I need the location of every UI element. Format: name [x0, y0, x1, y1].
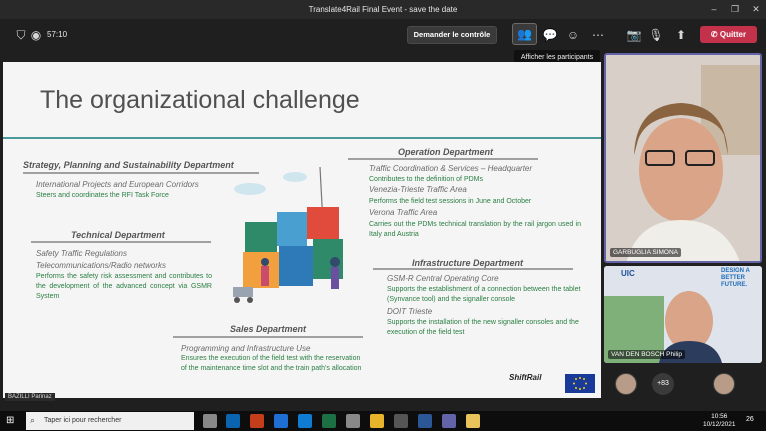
title-bar	[0, 0, 766, 19]
eu-flag-logo	[565, 374, 595, 393]
powerpoint-icon[interactable]	[250, 414, 264, 428]
file-explorer-icon[interactable]	[466, 414, 480, 428]
sales-heading: Sales Department	[230, 324, 307, 334]
slide-title: The organizational challenge	[40, 86, 360, 114]
task-view-icon[interactable]	[203, 414, 217, 428]
sales-sub: Programming and Infrastructure Use	[181, 344, 311, 353]
participant-avatar[interactable]	[615, 373, 637, 395]
request-control-button[interactable]: Demander le contrôle	[407, 26, 497, 44]
excel-icon[interactable]	[322, 414, 336, 428]
notification-count[interactable]: 26	[746, 416, 754, 423]
windows-taskbar	[0, 411, 766, 431]
video-tile-garbuglia[interactable]	[604, 53, 762, 263]
infrastructure-heading: Infrastructure Department	[412, 258, 524, 268]
technical-sub1: Safety Traffic Regulations	[36, 249, 128, 258]
technical-sub2: Telecommunications/Radio networks	[36, 261, 166, 270]
participants-button[interactable]	[512, 23, 537, 45]
app-icon[interactable]	[394, 414, 408, 428]
camera-off-icon[interactable]: 📷	[626, 28, 642, 42]
participants-tooltip: Afficher les participants	[514, 50, 600, 66]
windows-start-icon[interactable]: ⊞	[6, 415, 15, 426]
puzzle-illustration	[225, 167, 365, 312]
word-icon[interactable]	[418, 414, 432, 428]
video-tile-vandenbosch[interactable]	[604, 266, 762, 363]
strategy-heading: Strategy, Planning and Sustainability Department	[23, 160, 234, 170]
strategy-desc: Steers and coordinates the RFI Task Force	[36, 192, 169, 199]
clock-date: 10/12/2021	[703, 421, 736, 428]
sales-line	[173, 336, 363, 338]
infrastructure-sub1: GSM-R Central Operating Core	[387, 274, 499, 283]
teams-icon[interactable]	[442, 414, 456, 428]
shared-slide	[3, 62, 601, 398]
operation-desc2: Performs the field test sessions in June and October	[369, 198, 532, 205]
operation-sub3: Verona Traffic Area	[369, 208, 438, 217]
shift2rail-logo: ShiftRail	[509, 373, 542, 382]
infrastructure-sub2: DOIT Trieste	[387, 307, 433, 316]
edge-icon[interactable]	[274, 414, 288, 428]
app-icon[interactable]	[346, 414, 360, 428]
clock-time: 10:56	[711, 413, 728, 420]
record-icon: ◉	[30, 28, 42, 42]
operation-desc1: Contributes to the definition of PDMs	[369, 176, 484, 183]
search-icon: ⌕	[30, 415, 36, 425]
title-divider	[3, 137, 601, 139]
edge-beta-icon[interactable]	[298, 414, 312, 428]
taskbar-clock[interactable]	[703, 413, 736, 429]
minimize-icon[interactable]: –	[711, 4, 717, 14]
infrastructure-desc2: Supports the installation of the new signaller consoles and the execution of the field test	[387, 319, 579, 336]
participant-name: GARBUGLIA SIMONA	[610, 248, 681, 257]
participant-video	[606, 55, 762, 263]
outlook-icon[interactable]	[226, 414, 240, 428]
banner-text: DESIGN A BETTER FUTURE.	[721, 268, 750, 288]
presenter-tag: BAZILLI Parinaz	[5, 393, 55, 401]
technical-desc: Performs the safety risk assessment and contributes to the development of the advanced concept via GSMR System	[36, 273, 212, 300]
infrastructure-line	[373, 268, 573, 270]
close-icon[interactable]: ✕	[752, 4, 760, 14]
strategy-sub: International Projects and European Corridors	[36, 180, 199, 189]
infrastructure-desc1: Supports the establishment of a connection between the tablet (Synvance tool) and the signaller console	[387, 286, 581, 303]
more-participants-badge[interactable]: +83	[652, 373, 674, 395]
phone-icon: ✆	[710, 30, 720, 39]
technical-line	[31, 241, 211, 243]
chrome-icon[interactable]	[370, 414, 384, 428]
meeting-timer: 57:10	[47, 30, 68, 39]
mic-off-icon[interactable]: 🎙	[648, 28, 664, 42]
taskbar-search-input[interactable]: Taper ici pour rechercher	[26, 412, 194, 430]
maximize-icon[interactable]: ❐	[730, 4, 740, 14]
operation-desc3: Carries out the PDMs technical translation by the rail jargon used in Italy and Austria	[369, 221, 581, 238]
more-icon[interactable]: ⋯	[592, 28, 604, 42]
sales-desc: Ensures the execution of the field test with the reservation of the maintenance time slot and the train path’s allocation	[181, 355, 362, 372]
participant-avatar[interactable]	[713, 373, 735, 395]
technical-heading: Technical Department	[71, 230, 165, 240]
shield-icon[interactable]: ⛉	[16, 28, 26, 42]
operation-heading: Operation Department	[398, 147, 494, 157]
quit-button[interactable]	[700, 26, 757, 43]
people-icon: 👥	[517, 27, 532, 41]
strategy-line	[23, 172, 259, 174]
quit-label: Quitter	[719, 30, 747, 39]
share-icon[interactable]: ⬆	[675, 28, 687, 42]
operation-sub2: Venezia-Trieste Traffic Area	[369, 185, 467, 194]
chat-icon[interactable]: 💬	[542, 28, 558, 42]
operation-sub1: Traffic Coordination & Services – Headquarter	[369, 164, 533, 173]
reactions-icon[interactable]: ☺	[566, 28, 580, 42]
operation-line	[348, 158, 538, 160]
window-title: Translate4Rail Final Event - save the date	[308, 5, 458, 14]
participant-name: VAN DEN BOSCH Philip	[608, 350, 685, 359]
uic-logo: UIC	[621, 269, 635, 278]
